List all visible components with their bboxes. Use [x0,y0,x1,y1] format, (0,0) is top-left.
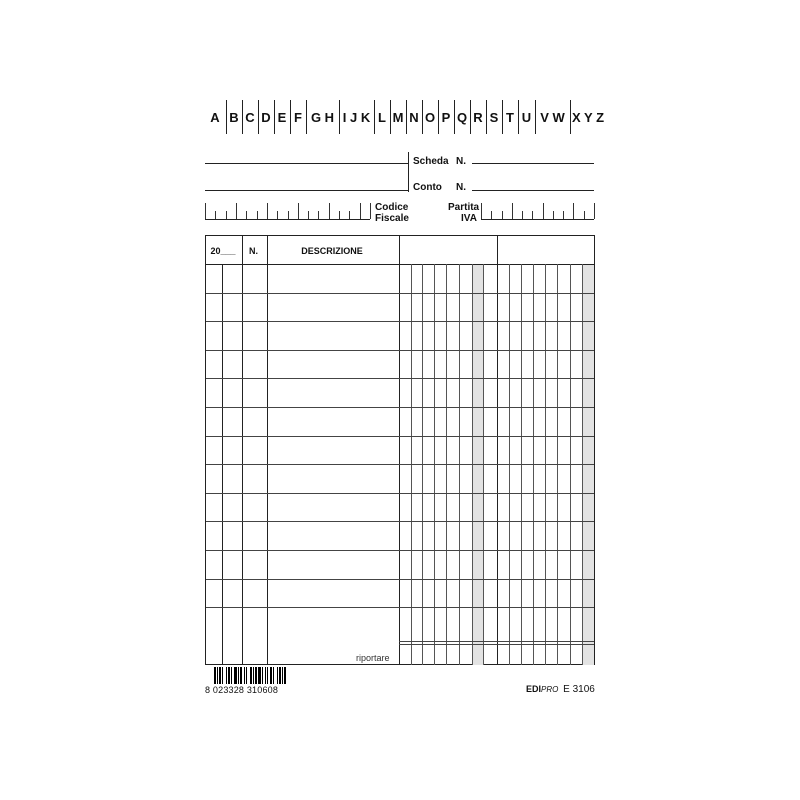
index-tab: U [521,109,532,125]
footer-double-line [399,644,594,645]
barcode-bar [240,667,242,684]
barcode-bar [255,667,257,684]
tick-mark [360,203,361,219]
barcode-bar [219,667,221,684]
barcode-bar [277,667,278,684]
table-row-line [206,350,594,351]
tab-separator [274,100,275,134]
barcode [214,667,309,684]
barcode-bar [226,667,227,684]
tick-mark [349,211,350,219]
tick-mark [594,203,595,219]
name-line-2 [205,190,408,191]
table-row-line [206,407,594,408]
barcode-bar [234,667,237,684]
tick-baseline [205,219,370,220]
tick-mark [308,211,309,219]
index-tab: T [506,109,514,125]
tick-mark [246,211,247,219]
barcode-bar [238,667,239,684]
barcode-bar [250,667,252,684]
tab-separator [406,100,407,134]
index-tab: X Y Z [571,109,605,125]
barcode-bar [279,667,281,684]
barcode-bar [284,667,286,684]
index-tab: I J K [342,109,371,125]
index-tab: A [210,109,220,125]
tick-mark [226,211,227,219]
scheda-label: Scheda [413,156,449,167]
footer-double-line [399,641,594,642]
tick-mark [512,203,513,219]
barcode-bar [246,667,247,684]
index-tab: O [424,109,436,125]
tab-separator [390,100,391,134]
tick-mark [288,211,289,219]
index-tab: N [409,109,419,125]
product-code: E 3106 [563,684,595,695]
tab-separator [535,100,536,134]
tick-mark [277,211,278,219]
index-tab: V W [540,109,565,125]
tick-baseline [481,219,594,220]
tick-mark [215,211,216,219]
tick-mark [573,203,574,219]
tab-separator [470,100,471,134]
column-divider [497,236,498,665]
index-tab: C [245,109,255,125]
col-number-header: N. [249,246,258,256]
tab-separator [290,100,291,134]
table-row-line [206,321,594,322]
index-tab: S [489,109,499,125]
barcode-bar [267,667,268,684]
column-divider [267,236,268,665]
tab-separator [339,100,340,134]
tick-mark [584,211,585,219]
riportare-label: riportare [356,653,390,663]
tab-separator [258,100,259,134]
brand-bold: EDI [526,684,542,694]
brand-logo [526,684,595,695]
col-year-header: 20___ [210,246,236,256]
tick-mark [553,211,554,219]
tick-mark [370,203,371,219]
tick-mark [267,203,268,219]
index-tab: E [277,109,287,125]
scheda-number-label: N. [456,156,466,167]
tab-separator [374,100,375,134]
conto-number-line [472,190,594,191]
header-separator [206,264,594,265]
table-row-line [206,464,594,465]
tick-mark [522,211,523,219]
barcode-bar [262,667,263,684]
codice-label: Codice [375,202,409,213]
header-divider [408,152,409,192]
table-row-line [206,521,594,522]
tick-mark [532,211,533,219]
tick-mark [236,203,237,219]
tick-mark [502,211,503,219]
brand-italic: PRO [541,685,559,694]
tick-mark [339,211,340,219]
tab-separator [518,100,519,134]
fiscale-label: Fiscale [375,213,409,224]
name-line-1 [205,163,408,164]
tab-separator [306,100,307,134]
index-tab: R [473,109,483,125]
tick-mark [563,211,564,219]
barcode-bar [273,667,274,684]
conto-number-label: N. [456,182,466,193]
tick-mark [205,203,206,219]
barcode-bar [282,667,283,684]
barcode-bar [214,667,216,684]
barcode-bar [222,667,223,684]
col-description-header: DESCRIZIONE [301,246,363,256]
tab-separator [454,100,455,134]
barcode-bar [217,667,218,684]
tab-separator [502,100,503,134]
table-row-line [206,493,594,494]
index-tab: B [229,109,239,125]
tab-separator [570,100,571,134]
index-tab: P [441,109,451,125]
barcode-number: 8 023328 310608 [205,685,279,695]
tick-mark [481,203,482,219]
index-tab: F [294,109,302,125]
tick-mark [298,203,299,219]
tick-mark [543,203,544,219]
conto-label: Conto [413,182,442,193]
table-row-line [206,607,594,608]
table-row-line [206,378,594,379]
index-tab: L [378,109,386,125]
tick-mark [329,203,330,219]
tab-separator [422,100,423,134]
tick-mark [318,211,319,219]
iva-label: IVA [461,213,477,224]
barcode-bar [265,667,266,684]
barcode-bar [253,667,254,684]
barcode-bar [244,667,245,684]
scheda-number-line [472,163,594,164]
tick-mark [491,211,492,219]
table-row-line [206,550,594,551]
tab-separator [438,100,439,134]
index-tab: D [261,109,271,125]
index-tab: Q [456,109,468,125]
column-divider [242,236,243,665]
ledger-table [205,235,595,665]
barcode-bar [228,667,230,684]
table-row-line [206,293,594,294]
tab-separator [486,100,487,134]
table-row-line [206,436,594,437]
barcode-bar [231,667,232,684]
tick-mark [257,211,258,219]
barcode-bar [258,667,261,684]
tab-separator [242,100,243,134]
index-tab: M [392,109,404,125]
barcode-bar [270,667,272,684]
tab-separator [226,100,227,134]
index-tab: G H [310,109,335,125]
partita-label: Partita [448,202,480,213]
table-row-line [206,579,594,580]
column-divider [399,236,400,665]
